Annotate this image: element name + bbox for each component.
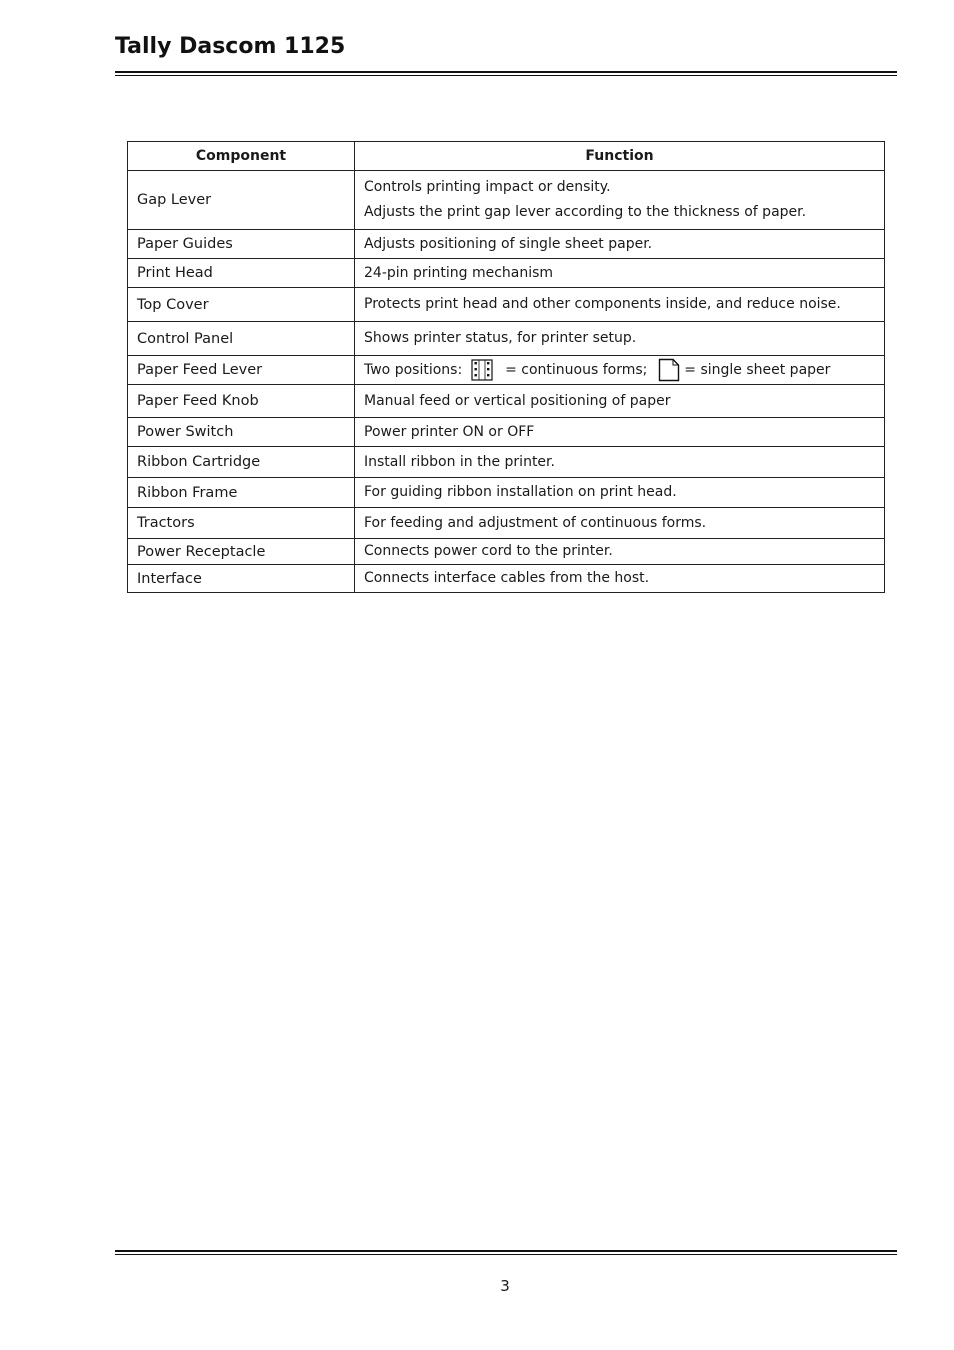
component-function-table [127,141,885,593]
table-row [128,356,885,385]
header-rule [115,71,897,73]
table-header-row [128,142,885,171]
component-cell: Top Cover [128,288,355,322]
component-cell: Tractors [128,508,355,539]
table-row [128,565,885,593]
page-number: 3 [500,1277,510,1295]
column-header-function: Function [355,142,885,171]
function-cell: For feeding and adjustment of continuous forms. [355,508,885,539]
component-cell: Gap Lever [128,171,355,230]
function-cell: Connects power cord to the printer. [355,539,885,565]
table-row [128,478,885,508]
component-cell: Paper Guides [128,230,355,259]
column-header-component: Component [128,142,355,171]
continuous-forms-icon [471,359,493,381]
component-cell: Ribbon Cartridge [128,447,355,478]
component-cell: Paper Feed Lever [128,356,355,385]
footer-rule [115,1250,897,1252]
function-cell: 24-pin printing mechanism [355,259,885,288]
table-row [128,508,885,539]
table-row [128,171,885,230]
function-line: Adjusts the print gap lever according to the thickness of paper. [364,204,807,220]
function-prefix: Two positions: [364,361,463,378]
table-row [128,230,885,259]
component-cell: Power Receptacle [128,539,355,565]
function-cell: Connects interface cables from the host. [355,565,885,593]
component-cell: Interface [128,565,355,593]
component-cell: Power Switch [128,418,355,447]
function-line: Controls printing impact or density. [364,179,611,195]
function-cell: Adjusts positioning of single sheet paper. [355,230,885,259]
table-row [128,322,885,356]
single-sheet-icon [658,358,680,382]
function-cell: For guiding ribbon installation on print head. [355,478,885,508]
function-cell: Protects print head and other components inside, and reduce noise. [355,288,885,322]
function-continuous-text: = continuous forms; [505,361,648,378]
component-cell: Print Head [128,259,355,288]
footer-rule-thin [115,1254,897,1255]
table-row [128,447,885,478]
component-cell: Ribbon Frame [128,478,355,508]
function-cell [355,171,885,230]
table-row [128,385,885,418]
header-rule-thin [115,75,897,76]
function-cell: Power printer ON or OFF [355,418,885,447]
function-cell: Manual feed or vertical positioning of paper [355,385,885,418]
function-cell [355,356,885,385]
table-row [128,288,885,322]
table-row [128,539,885,565]
table-row [128,418,885,447]
function-cell: Shows printer status, for printer setup. [355,322,885,356]
table-row [128,259,885,288]
function-single-text: = single sheet paper [684,361,831,378]
function-cell: Install ribbon in the printer. [355,447,885,478]
component-cell: Control Panel [128,322,355,356]
page-header-title: Tally Dascom 1125 [115,34,346,59]
component-cell: Paper Feed Knob [128,385,355,418]
